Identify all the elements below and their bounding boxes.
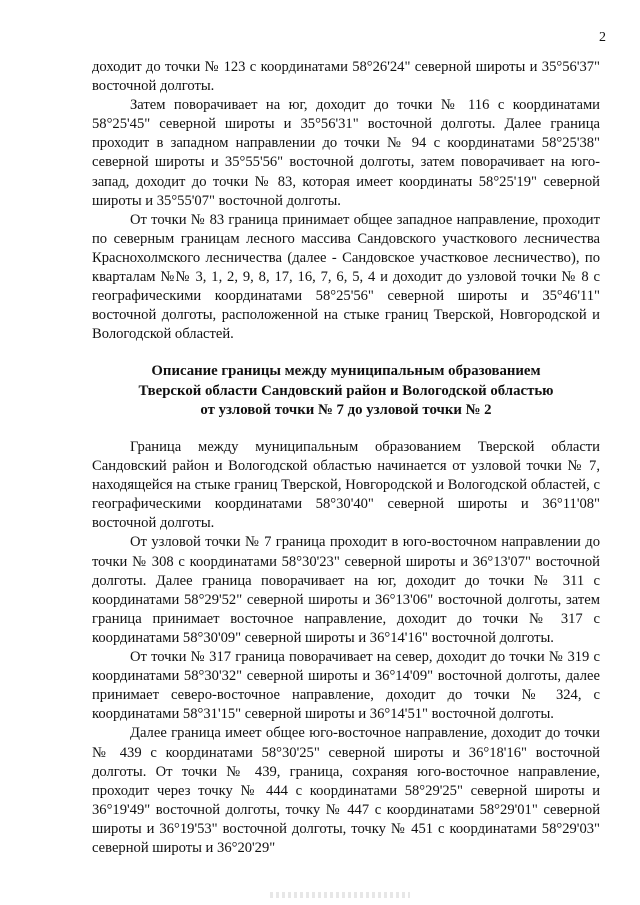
page-number: 2 xyxy=(599,30,606,45)
paragraph: доходит до точки № 123 с координатами 58°26'24" северной широты и 35°56'37" восточной долготы. xyxy=(92,59,600,95)
paragraph: От точки № 83 граница принимает общее западное направление, проходит по северным границам лесного массива Сандовского участкового лесничества Краснохолмского лесничества (далее - Сандовское участковое лесничество), по кварталам №№ 3, 1, 2, 9, 8, 17, 16, 7, 6, 5, 4 и доходит до узловой точки № 8 с географическими координатами 58°25'56" северной широты и 35°46'11" восточной долготы, расположенной на стыке границ Тверской, Новгородской и Вологодской областей. xyxy=(92,211,600,343)
bottom-paragraphs xyxy=(92,438,600,858)
paragraph: От узловой точки № 7 граница проходит в юго-восточном направлении до точки № 308 с координатами 58°30'23" северной широты и 36°13'07" восточной долготы. Далее граница поворачивает на юг, доходит до точки № 311 с координатами 58°29'52" северной широты и 36°13'06" восточной долготы, затем граница принимает восточное направление, доходит до точки № 317 с координатами 58°30'09" северной широты и 36°14'16" восточной долготы. xyxy=(92,534,600,646)
paragraph: От точки № 317 граница поворачивает на север, доходит до точки № 319 с координатами 58°30'32" северной широты и 36°14'09" восточной долготы, далее принимает северо-восточное направление, доходит до точки № 324, с координатами 58°31'15" северной широты и 36°14'51" восточной долготы. xyxy=(92,649,600,723)
heading-line: Тверской области Сандовский район и Вологодской областью xyxy=(138,382,554,399)
document-body xyxy=(92,58,600,858)
paragraph: Граница между муниципальным образованием Тверской области Сандовский район и Вологодской областью начинается от узловой точки № 7, находящейся на стыке границ Тверской, Новгородской и Вологодской областей, с географическими координатами 58°30'40" северной широты и 36°11'08" восточной долготы. xyxy=(92,439,600,532)
heading-line: от узловой точки № 7 до узловой точки № 2 xyxy=(200,401,492,418)
heading-line: Описание границы между муниципальным образованием xyxy=(151,363,541,380)
section-heading xyxy=(92,362,600,420)
paragraph: Далее граница имеет общее юго-восточное направление, доходит до точки № 439 с координатами 58°30'25" северной широты и 36°18'16" восточной долготы. От точки № 439, граница, сохраняя юго-восточное направление, проходит через точку № 444 с координатами 58°29'25" северной широты и 36°19'49" восточной долготы, точку № 447 с координатами 58°29'01" северной широты и 36°19'53" восточной долготы, точку № 451 с координатами 58°29'03" северной широты и 36°20'29" xyxy=(92,725,600,856)
paragraph: Затем поворачивает на юг, доходит до точки № 116 с координатами 58°25'45" северной широты и 35°56'31" восточной долготы. Далее граница проходит в западном направлении до точки № 94 с координатами 58°25'38" северной широты и 35°55'56" восточной долготы, затем поворачивает на юго-запад, доходит до точки № 83, которая имеет координаты 58°25'19" северной широты и 35°55'07" восточной долготы. xyxy=(92,97,600,209)
top-paragraphs xyxy=(92,58,600,344)
scan-artifact xyxy=(270,892,410,898)
